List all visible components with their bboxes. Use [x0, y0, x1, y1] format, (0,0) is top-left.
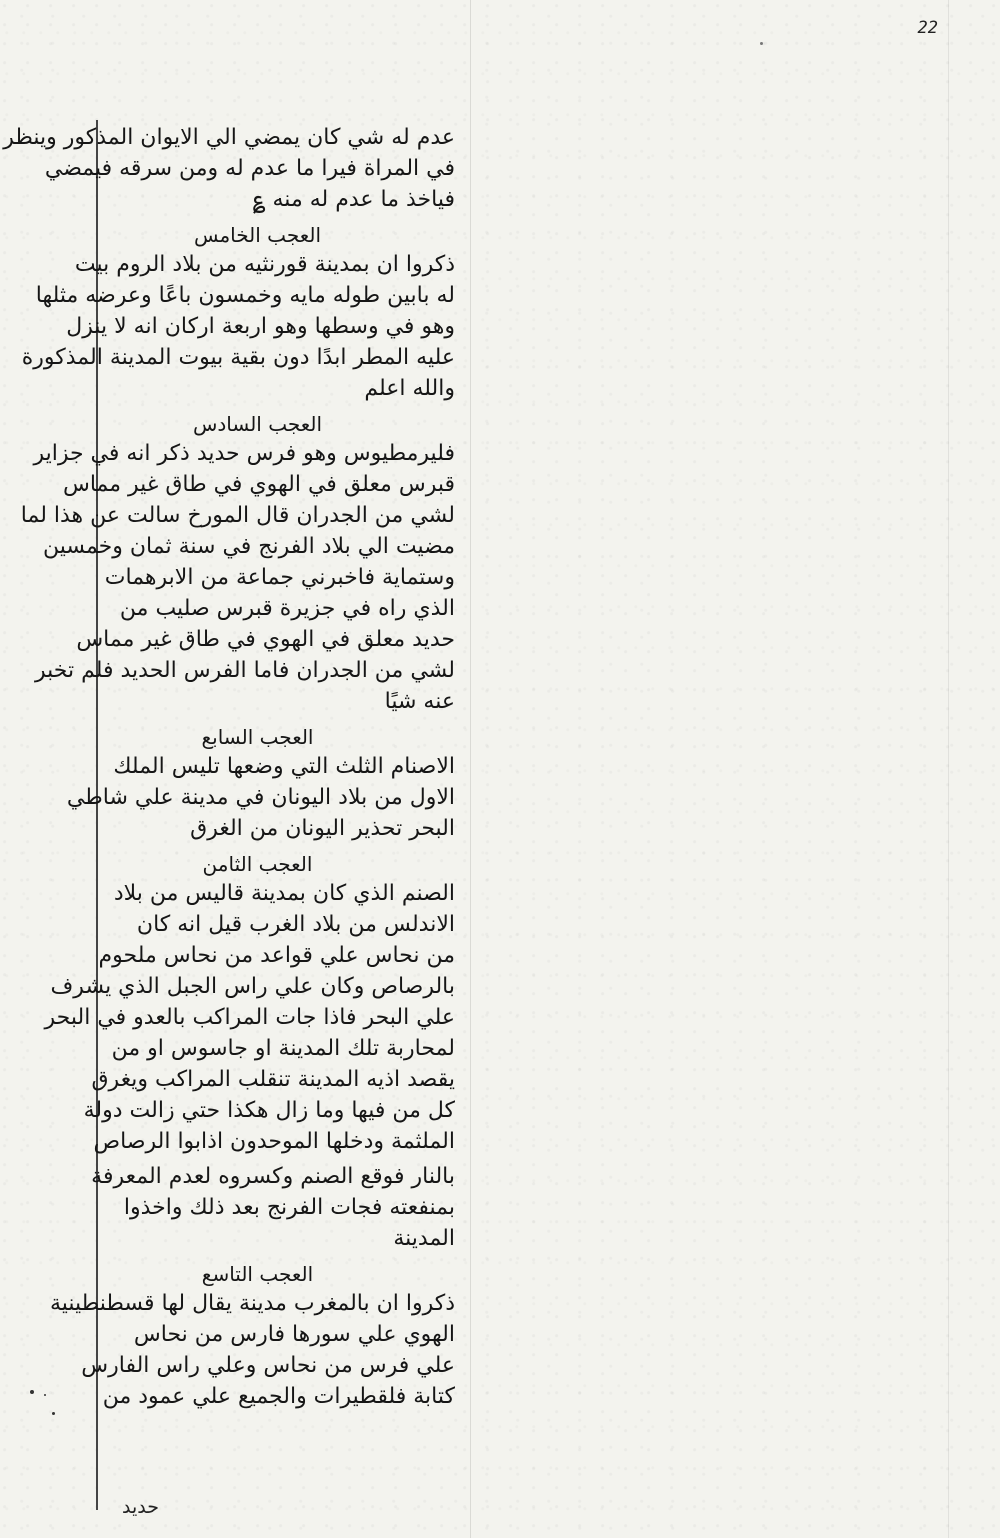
section-heading: العجب الثامن — [202, 852, 313, 876]
section-fifth-wonder — [21, 221, 455, 404]
ink-speck — [760, 42, 763, 45]
text-line: حديد معلق في الهوي في طاق غير مماس — [76, 627, 455, 652]
text-line: البحر تحذير اليونان من الغرق — [190, 816, 455, 841]
catchword: حديد — [122, 1496, 159, 1518]
paper-edge-line — [948, 0, 949, 1538]
text-line: الذي راه في جزيرة قبرس صليب من — [119, 596, 455, 621]
text-line: ذكروا ان بالمغرب مدينة يقال لها قسطنطينية — [49, 1291, 455, 1316]
section-sixth-wonder — [20, 410, 455, 717]
text-line: الملثمة ودخلها الموحدون اذابوا الرصاص — [93, 1129, 455, 1154]
text-line: فياخذ ما عدم له منه ؏ — [252, 187, 455, 212]
section-heading: العجب السادس — [192, 412, 323, 436]
page-number: 22 — [917, 18, 938, 38]
text-line: الهوي علي سورها فارس من نحاس — [133, 1322, 455, 1347]
text-line: علي البحر فاذا جات المراكب بالعدو في البحر — [44, 1005, 455, 1030]
text-line: في المراة فيرا ما عدم له ومن سرقه فيمضي — [44, 156, 455, 181]
text-line: وستماية فاخبرني جماعة من الابرهمات — [104, 565, 455, 590]
ink-speck — [30, 1390, 34, 1394]
text-line: فليرمطيوس وهو فرس حديد ذكر انه في جزاير — [33, 441, 455, 466]
text-line: بمنفعته فجات الفرنج بعد ذلك واخذوا — [123, 1195, 455, 1220]
text-line: ذكروا ان بمدينة قورنثيه من بلاد الروم بيت — [74, 252, 455, 277]
text-line: عدم له شي كان يمضي الي الايوان المذكور وينظر — [3, 125, 455, 150]
section-ninth-wonder — [49, 1260, 455, 1412]
section-heading: العجب التاسع — [201, 1262, 314, 1286]
text-line: لشي من الجدران قال المورخ سالت عن هذا لما — [20, 503, 455, 528]
section-eighth-wonder — [44, 850, 455, 1254]
section-heading: العجب السابع — [201, 725, 314, 749]
paper-fold-line — [470, 0, 471, 1538]
text-line: عليه المطر ابدًا دون بقية بيوت المدينة المذكورة — [21, 345, 455, 370]
text-line: مضيت الي بلاد الفرنج في سنة ثمان وخمسين — [42, 534, 455, 559]
text-line: لشي من الجدران فاما الفرس الحديد فلم تخبر — [34, 658, 455, 683]
ink-speck — [52, 1412, 55, 1415]
text-line: من نحاس علي قواعد من نحاس ملحوم — [98, 943, 455, 968]
text-line: المدينة — [393, 1226, 455, 1251]
text-line: قبرس معلق في الهوي في طاق غير مماس — [62, 472, 455, 497]
text-line: له بابين طوله مايه وخمسون باعًا وعرضه مثلها — [35, 283, 455, 308]
text-line: الصنم الذي كان بمدينة قاليس من بلاد — [113, 881, 455, 906]
text-line: بالنار فوقع الصنم وكسروه لعدم المعرفة — [91, 1164, 455, 1189]
text-line: علي فرس من نحاس وعلي راس الفارس — [81, 1353, 455, 1378]
text-line: عنه شيًا — [384, 689, 455, 714]
text-line: بالرصاص وكان علي راس الجبل الذي يشرف — [50, 974, 455, 999]
section-intro — [3, 122, 455, 215]
text-line: الاول من بلاد اليونان في مدينة علي شاطي — [66, 785, 455, 810]
text-line: والله اعلم — [364, 376, 455, 401]
text-line: كل من فيها وما زال هكذا حتي زالت دولة — [83, 1098, 455, 1123]
section-seventh-wonder — [66, 723, 455, 844]
text-line: وهو في وسطها وهو اربعة اركان انه لا ينزل — [66, 314, 455, 339]
manuscript-text — [3, 122, 455, 1418]
text-line: يقصد اذيه المدينة تنقلب المراكب ويغرق — [91, 1067, 455, 1092]
text-line: لمحاربة تلك المدينة او جاسوس او من — [111, 1036, 455, 1061]
text-line: الاندلس من بلاد الغرب قيل انه كان — [136, 912, 455, 937]
ink-speck — [44, 1394, 46, 1396]
section-heading: العجب الخامس — [193, 223, 322, 247]
text-line: الاصنام الثلث التي وضعها تليس الملك — [113, 754, 455, 779]
text-line: كتابة فلقطيرات والجميع علي عمود من — [102, 1384, 455, 1409]
